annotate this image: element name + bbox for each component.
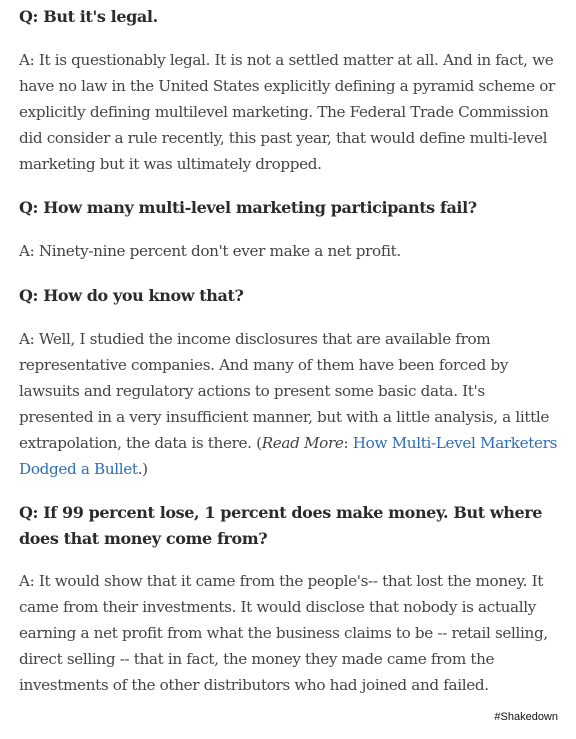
answer-1	[19, 47, 559, 177]
answer-text: Well, I studied the income disclosures that are available from representative companies. And many of them have been forced by lawsuits and regulatory actions to present some basic data. It's presented in a very insufficient manner, but with a little analysis, a little extrapolation, the data is there. (	[19, 330, 549, 452]
answer-prefix: A:	[19, 330, 35, 348]
question-prefix: Q:	[19, 286, 39, 305]
hashtag-watermark: #Shakedown	[494, 711, 558, 723]
answer-prefix: A:	[19, 51, 35, 69]
question-prefix: Q:	[19, 7, 39, 26]
answer-text: It is questionably legal. It is not a settled matter at all. And in fact, we have no law in the United States explicitly defining a pyramid scheme or explicitly defining multilevel marketing. The Federal Trade Commission did consider a rule recently, this past year, that would define multi-level marketing but it was ultimately dropped.	[19, 51, 555, 173]
read-more-separator: :	[343, 434, 353, 452]
answer-tail: .)	[137, 460, 148, 478]
question-text: But it's legal.	[38, 7, 158, 26]
question-prefix: Q:	[19, 503, 39, 522]
question-4	[19, 500, 559, 552]
answer-3	[19, 326, 559, 482]
answer-prefix: A:	[19, 572, 35, 590]
answer-prefix: A:	[19, 242, 35, 260]
question-text: How do you know that?	[38, 286, 244, 305]
read-more-label: Read More	[261, 434, 344, 452]
question-1	[19, 4, 158, 30]
question-prefix: Q:	[19, 198, 39, 217]
answer-2	[19, 238, 401, 264]
question-2	[19, 195, 477, 221]
answer-text: It would show that it came from the people's-- that lost the money. It came from their investments. It would disclose that nobody is actually earning a net profit from what the business claims to be -- retail selling, direct selling -- that in fact, the money they made came from the investments of the other distributors who had joined and failed.	[19, 572, 548, 694]
question-text: If 99 percent lose, 1 percent does make money. But where does that money come from?	[19, 503, 543, 548]
question-text: How many multi-level marketing participants fail?	[38, 198, 477, 217]
answer-text: Ninety-nine percent don't ever make a net profit.	[34, 242, 401, 260]
answer-4	[19, 568, 559, 698]
question-3	[19, 283, 243, 309]
read-more-link[interactable]: How Multi-Level Marketers Dodged a Bullet	[19, 434, 558, 478]
